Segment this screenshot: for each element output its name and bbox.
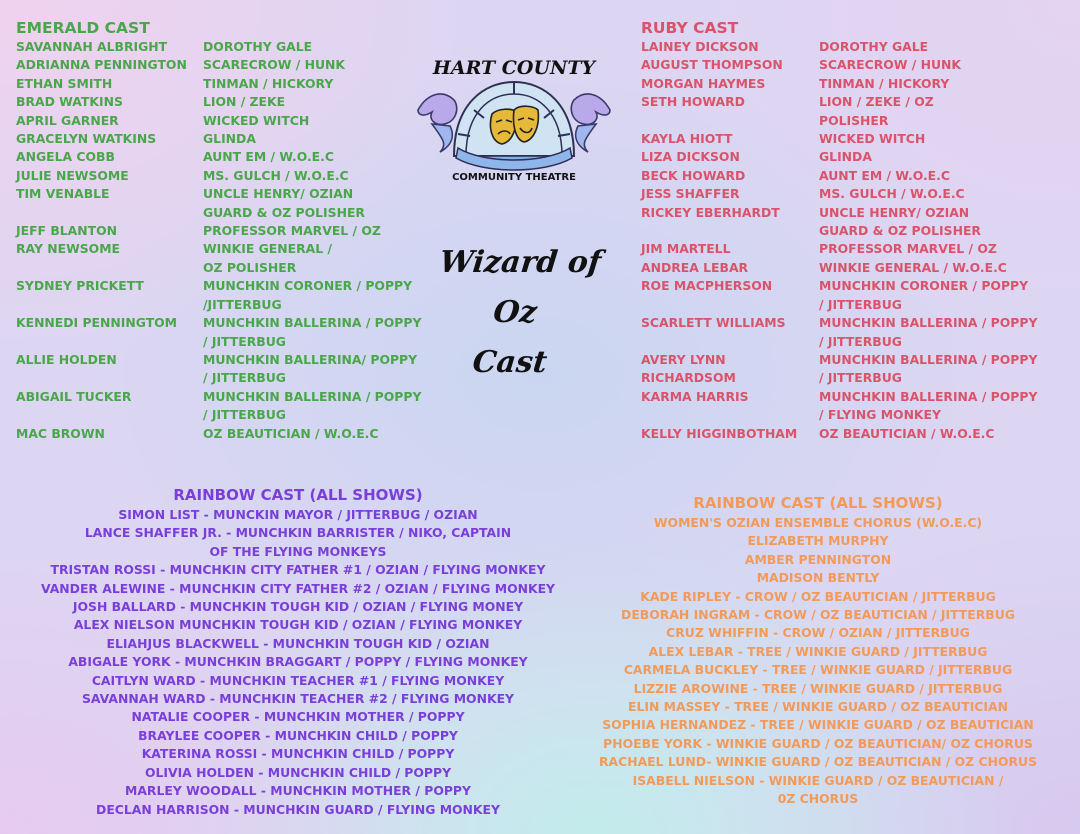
cast-row [641, 167, 1044, 185]
actor-name: KENNEDI PENNINGTOM [16, 315, 178, 331]
cast-line: BRAYLEE COOPER - MUNCHKIN CHILD / POPPY [138, 727, 458, 743]
role-name: MS. GULCH / W.O.E.C [203, 167, 349, 183]
cast-row [16, 75, 428, 93]
cast-row [16, 38, 428, 56]
cast-row [16, 388, 428, 406]
role-name: MS. GULCH / W.O.E.C [819, 186, 965, 202]
cast-line: LIZZIE AROWINE - TREE / WINKIE GUARD / JITTERBUG [633, 680, 1003, 696]
cast-row [641, 406, 1044, 424]
actor-name: RICKEY EBERHARDT [641, 204, 780, 220]
actor-name [16, 204, 203, 222]
actor-name [641, 112, 819, 130]
ruby-cast [641, 18, 1044, 443]
actor-name [641, 222, 819, 240]
cast-line: PHOEBE YORK - WINKIE GUARD / OZ BEAUTICIAN/ OZ CHORUS [603, 735, 1033, 751]
cast-line: ELIN MASSEY - TREE / WINKIE GUARD / OZ BEAUTICIAN [628, 699, 1008, 715]
cast-line: LANCE SHAFFER JR. - MUNCHKIN BARRISTER / NIKO, CAPTAIN [84, 525, 512, 541]
role-name: / JITTERBUG [203, 333, 286, 349]
cast-row [641, 38, 1044, 56]
cast-row [641, 185, 1044, 203]
role-name: MUNCHKIN BALLERINA / POPPY [819, 315, 1038, 331]
role-name: DOROTHY GALE [819, 39, 929, 54]
role-name: PROFESSOR MARVEL / OZ [203, 223, 381, 239]
cast-row [641, 259, 1044, 277]
actor-name: SCARLETT WILLIAMS [641, 315, 786, 331]
cast-line: MADISON BENTLY [756, 570, 880, 586]
cast-line: ALEX NIELSON MUNCHKIN TOUGH KID / OZIAN / FLYING MONKEY [73, 617, 523, 633]
role-name: WINKIE GENERAL / W.O.E.C [819, 259, 1007, 275]
actor-name: APRIL GARNER [16, 112, 119, 128]
cast-line: OF THE FLYING MONKEYS [209, 543, 387, 559]
cast-row [16, 277, 428, 295]
cast-row [641, 75, 1044, 93]
cast-line: ABIGALE YORK - MUNCHKIN BRAGGART / POPPY / FLYING MONKEY [68, 654, 528, 670]
emerald-cast-heading: EMERALD CAST [16, 19, 150, 37]
rainbow-cast-right-list [588, 514, 1048, 809]
show-title [412, 238, 618, 388]
role-name: GLINDA [819, 149, 872, 165]
cast-row [16, 296, 428, 314]
role-name: / JITTERBUG [819, 370, 902, 386]
rainbow-cast-left [30, 486, 566, 819]
cast-row [16, 314, 428, 332]
cast-row [641, 222, 1044, 240]
role-name: / FLYING MONKEY [819, 407, 941, 423]
actor-name: SETH HOWARD [641, 94, 745, 110]
cast-row [16, 130, 428, 148]
cast-row [641, 93, 1044, 111]
ruby-cast-heading: RUBY CAST [641, 19, 739, 37]
cast-row [641, 388, 1044, 406]
cast-row [16, 425, 428, 443]
role-name: OZ POLISHER [203, 259, 297, 275]
rainbow-cast-left-heading: RAINBOW CAST (ALL SHOWS) [173, 486, 423, 504]
actor-name: MORGAN HAYMES [641, 75, 766, 91]
role-name: TINMAN / HICKORY [819, 75, 950, 91]
theatre-logo [414, 52, 614, 192]
emerald-cast-list [16, 38, 428, 443]
rainbow-cast-right-heading: RAINBOW CAST (ALL SHOWS) [693, 494, 943, 512]
role-name: / JITTERBUG [203, 370, 286, 386]
cast-line: TRISTAN ROSSI - MUNCHKIN CITY FATHER #1 / OZIAN / FLYING MONKEY [50, 562, 546, 578]
actor-name [16, 259, 203, 277]
ruby-cast-list [641, 38, 1044, 443]
cast-line: CRUZ WHIFFIN - CROW / OZIAN / JITTERBUG [666, 625, 970, 641]
cast-row [16, 240, 428, 258]
role-name: / JITTERBUG [819, 333, 902, 349]
actor-name: JEFF BLANTON [16, 223, 117, 239]
actor-name: SYDNEY PRICKETT [16, 278, 144, 294]
actor-name: BRAD WATKINS [16, 94, 123, 110]
role-name: MUNCHKIN BALLERINA / POPPY [203, 388, 422, 404]
cast-line: KATERINA ROSSI - MUNCHKIN CHILD / POPPY [141, 746, 455, 762]
actor-name: KAYLA HIOTT [641, 131, 733, 147]
cast-line: SAVANNAH WARD - MUNCHKIN TEACHER #2 / FLYING MONKEY [81, 691, 515, 707]
cast-row [16, 185, 428, 203]
cast-line: RACHAEL LUND- WINKIE GUARD / OZ BEAUTICIAN / OZ CHORUS [598, 754, 1037, 770]
cast-row [16, 204, 428, 222]
actor-name: GRACELYN WATKINS [16, 131, 157, 147]
cast-row [16, 369, 428, 387]
role-name: MUNCHKIN BALLERINA / POPPY [819, 351, 1038, 367]
rainbow-cast-left-list [30, 506, 566, 819]
actor-name: TIM VENABLE [16, 186, 110, 202]
cast-row [16, 56, 428, 74]
role-name: WINKIE GENERAL / [203, 241, 332, 257]
cast-line: DEBORAH INGRAM - CROW / OZ BEAUTICIAN / JITTERBUG [621, 607, 1015, 623]
actor-name: JULIE NEWSOME [16, 167, 129, 183]
cast-line: SIMON LIST - MUNCKIN MAYOR / JITTERBUG / OZIAN [118, 507, 478, 522]
actor-name [641, 406, 819, 424]
cast-line: SOPHIA HERNANDEZ - TREE / WINKIE GUARD / OZ BEAUTICIAN [602, 717, 1034, 733]
role-name: UNCLE HENRY/ OZIAN [203, 186, 354, 202]
role-name: MUNCHKIN BALLERINA / POPPY [819, 388, 1038, 404]
cast-line: VANDER ALEWINE - MUNCHKIN CITY FATHER #2 / OZIAN / FLYING MONKEY [40, 580, 556, 596]
cast-row [16, 112, 428, 130]
cast-line: CAITLYN WARD - MUNCHKIN TEACHER #1 / FLYING MONKEY [91, 672, 505, 688]
actor-name: ABIGAIL TUCKER [16, 388, 132, 404]
actor-name: LIZA DICKSON [641, 149, 740, 165]
role-name: OZ BEAUTICIAN / W.O.E.C [203, 425, 379, 441]
role-name: TINMAN / HICKORY [203, 75, 334, 91]
actor-name: BECK HOWARD [641, 167, 746, 183]
cast-row [641, 277, 1044, 295]
cast-row [641, 240, 1044, 258]
actor-name: AUGUST THOMPSON [641, 57, 783, 73]
cast-row [641, 333, 1044, 351]
role-name: MUNCHKIN CORONER / POPPY [819, 278, 1029, 294]
cast-line: ISABELL NIELSON - WINKIE GUARD / OZ BEAUTICIAN / [632, 772, 1004, 788]
cast-line: JOSH BALLARD - MUNCHKIN TOUGH KID / OZIAN / FLYING MONEY [72, 599, 524, 615]
actor-name [16, 369, 203, 387]
actor-name: AVERY LYNN [641, 351, 726, 367]
cast-line: NATALIE COOPER - MUNCHKIN MOTHER / POPPY [131, 709, 465, 725]
show-title-line1: Wizard of Oz [437, 245, 603, 330]
actor-name: RICHARDSOM [641, 370, 736, 386]
role-name: GUARD & OZ POLISHER [819, 223, 981, 239]
cast-row [16, 259, 428, 277]
role-name: GLINDA [203, 131, 256, 147]
actor-name: JESS SHAFFER [641, 186, 740, 202]
role-name: AUNT EM / W.O.E.C [203, 149, 334, 165]
actor-name: KARMA HARRIS [641, 388, 749, 404]
actor-name: SAVANNAH ALBRIGHT [16, 39, 168, 54]
role-name: OZ BEAUTICIAN / W.O.E.C [819, 425, 995, 441]
cast-row [641, 56, 1044, 74]
cast-row [641, 296, 1044, 314]
role-name: / JITTERBUG [819, 296, 902, 312]
cast-row [641, 425, 1044, 443]
cast-row [641, 314, 1044, 332]
cast-row [16, 148, 428, 166]
cast-row [16, 333, 428, 351]
cast-row [641, 112, 1044, 130]
role-name: MUNCHKIN CORONER / POPPY [203, 278, 413, 294]
role-name: MUNCHKIN BALLERINA/ POPPY [203, 351, 418, 367]
actor-name [16, 406, 203, 424]
cast-row [16, 222, 428, 240]
actor-name: ETHAN SMITH [16, 75, 113, 91]
cast-line: ALEX LEBAR - TREE / WINKIE GUARD / JITTERBUG [648, 643, 988, 659]
actor-name: KELLY HIGGINBOTHAM [641, 425, 798, 441]
role-name: WICKED WITCH [203, 112, 310, 128]
theatre-masks-icon [414, 52, 614, 192]
cast-row [16, 93, 428, 111]
role-name: PROFESSOR MARVEL / OZ [819, 241, 997, 257]
actor-name: ROE MACPHERSON [641, 278, 773, 294]
role-name: MUNCHKIN BALLERINA / POPPY [203, 315, 422, 331]
cast-line: WOMEN'S OZIAN ENSEMBLE CHORUS (W.O.E.C) [653, 515, 983, 530]
cast-row [16, 167, 428, 185]
rainbow-cast-right [588, 494, 1048, 809]
logo-line2: Community Theatre [452, 172, 576, 183]
role-name: AUNT EM / W.O.E.C [819, 167, 950, 183]
emerald-cast [16, 18, 428, 443]
cast-row [16, 351, 428, 369]
cast-line: KADE RIPLEY - CROW / OZ BEAUTICIAN / JITTERBUG [640, 588, 996, 604]
actor-name [641, 296, 819, 314]
actor-name: RAY NEWSOME [16, 241, 120, 257]
logo-line1: Hart County [432, 57, 596, 79]
cast-line: DECLAN HARRISON - MUNCHKIN GUARD / FLYING MONKEY [96, 801, 500, 817]
role-name: /JITTERBUG [203, 296, 282, 312]
cast-line: AMBER PENNINGTON [744, 551, 892, 567]
cast-line: OLIVIA HOLDEN - MUNCHKIN CHILD / POPPY [144, 764, 452, 780]
actor-name: MAC BROWN [16, 425, 105, 441]
role-name: / JITTERBUG [203, 407, 286, 423]
show-title-line2: Cast [470, 345, 549, 380]
actor-name [16, 296, 203, 314]
role-name: SCARECROW / HUNK [203, 57, 346, 73]
role-name: WICKED WITCH [819, 131, 926, 147]
actor-name: ADRIANNA PENNINGTON [16, 57, 187, 73]
cast-row [641, 204, 1044, 222]
cast-row [641, 351, 1044, 369]
actor-name: ANDREA LEBAR [641, 259, 749, 275]
cast-row [641, 369, 1044, 387]
cast-line: CARMELA BUCKLEY - TREE / WINKIE GUARD / JITTERBUG [623, 662, 1013, 678]
cast-row [16, 406, 428, 424]
actor-name: LAINEY DICKSON [641, 39, 759, 54]
role-name: DOROTHY GALE [203, 39, 313, 54]
role-name: UNCLE HENRY/ OZIAN [819, 204, 970, 220]
cast-row [641, 148, 1044, 166]
cast-row [641, 130, 1044, 148]
actor-name [641, 333, 819, 351]
actor-name [16, 333, 203, 351]
cast-line: ELIZABETH MURPHY [747, 533, 889, 549]
role-name: LION / ZEKE [203, 94, 286, 110]
cast-line: MARLEY WOODALL - MUNCHKIN MOTHER / POPPY [125, 783, 471, 799]
actor-name: ALLIE HOLDEN [16, 351, 117, 367]
actor-name: JIM MARTELL [641, 241, 731, 257]
role-name: GUARD & OZ POLISHER [203, 204, 365, 220]
role-name: POLISHER [819, 112, 889, 128]
role-name: SCARECROW / HUNK [819, 57, 962, 73]
role-name: LION / ZEKE / OZ [819, 94, 934, 110]
cast-line: ELIAHJUS BLACKWELL - MUNCHKIN TOUGH KID / OZIAN [106, 635, 490, 651]
cast-line: 0Z CHORUS [777, 791, 859, 807]
actor-name: ANGELA COBB [16, 149, 115, 165]
